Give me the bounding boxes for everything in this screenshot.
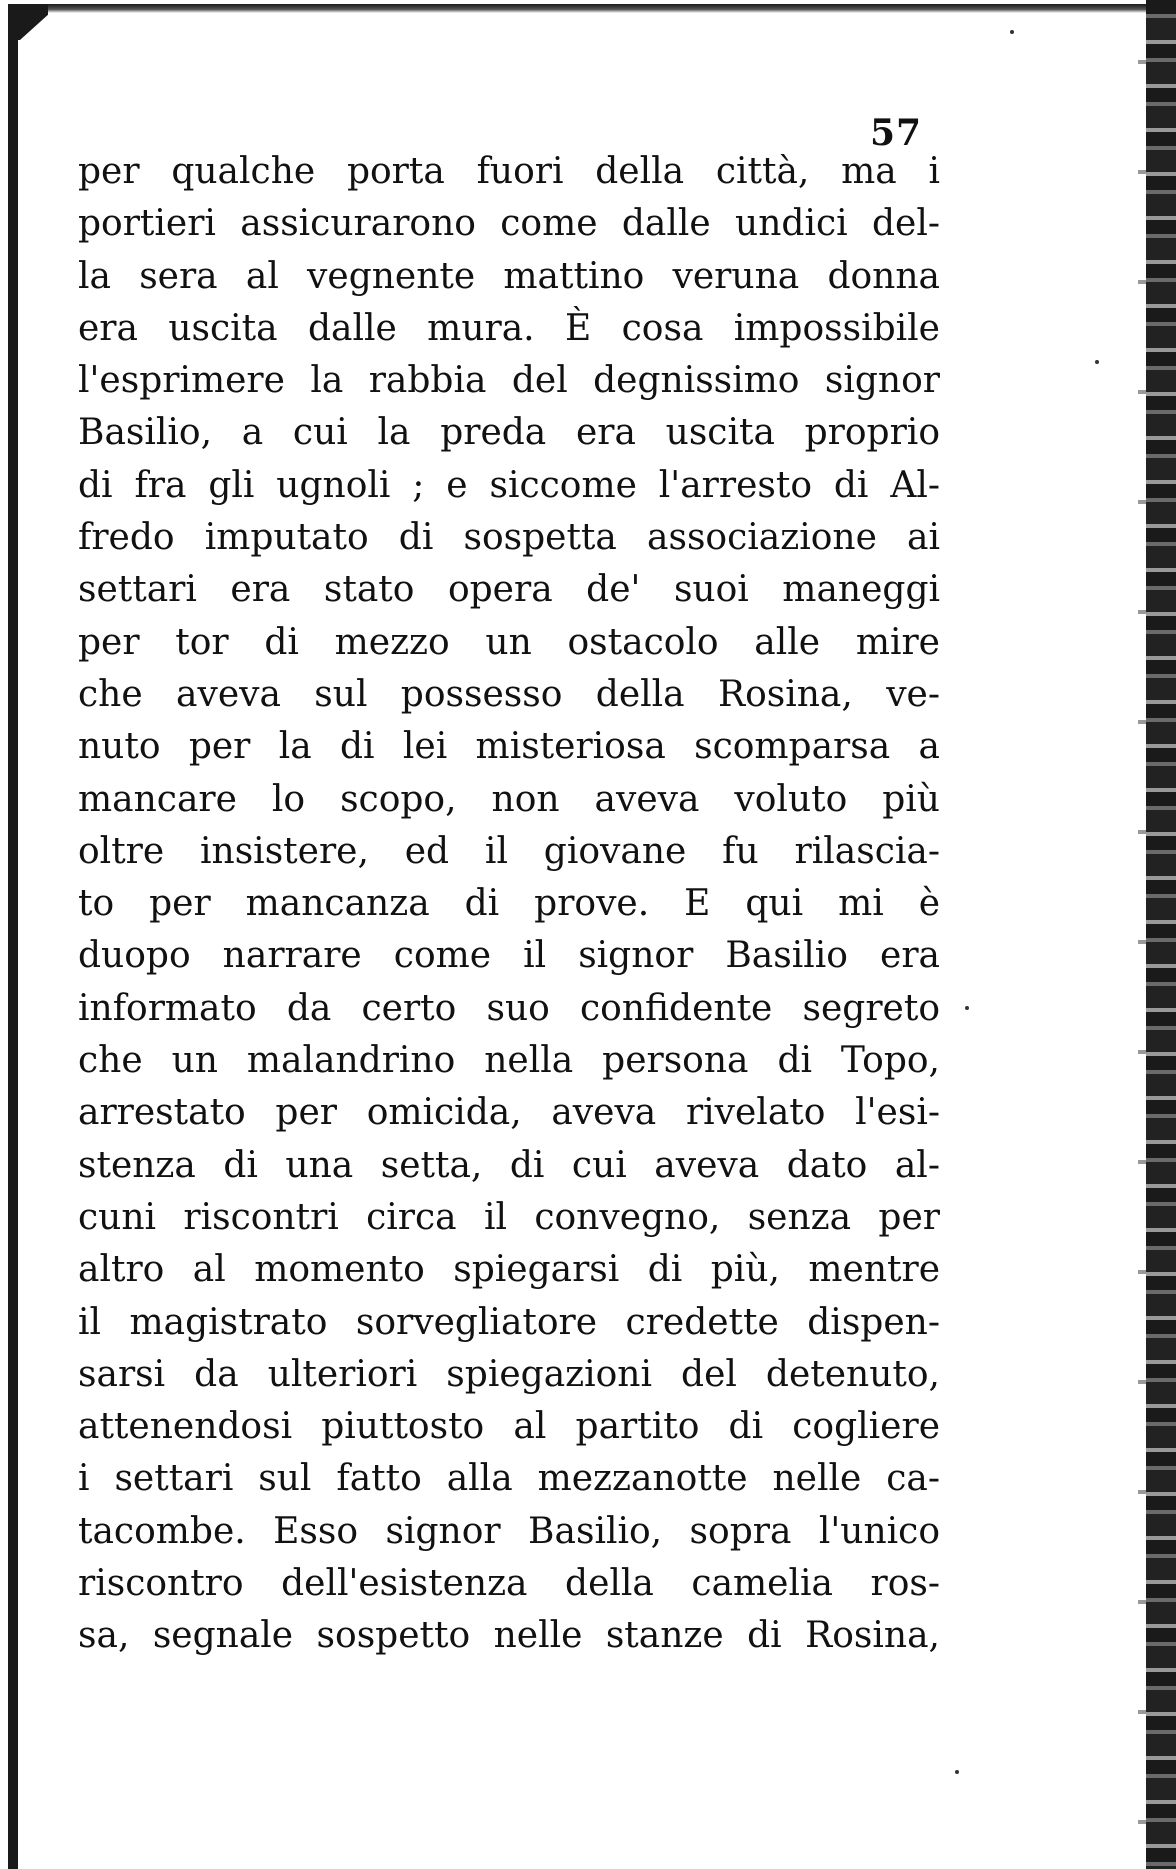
text-line: mancare lo scopo, non aveva voluto più xyxy=(78,778,940,820)
text-line: stenza di una setta, di cui aveva dato al- xyxy=(78,1144,940,1186)
text-line: arrestato per omicida, aveva rivelato l'esi- xyxy=(78,1092,940,1134)
text-line: informato da certo suo confidente segreto xyxy=(78,987,940,1029)
body-text xyxy=(78,146,940,1663)
text-line: riscontro dell'esistenza della camelia ros- xyxy=(78,1563,940,1605)
text-line: l'esprimere la rabbia del degnissimo signor xyxy=(78,360,940,402)
scan-border-right xyxy=(1146,0,1176,1869)
scan-border-top xyxy=(8,4,1148,13)
scan-border-right-shadow xyxy=(1138,0,1146,1869)
text-line: altro al momento spiegarsi di più, mentre xyxy=(78,1249,940,1291)
text-line: la sera al vegnente mattino veruna donna xyxy=(78,255,940,297)
text-line: i settari sul fatto alla mezzanotte nelle ca- xyxy=(78,1458,940,1500)
text-line: attenendosi piuttosto al partito di cogliere xyxy=(78,1406,940,1448)
text-line: settari era stato opera de' suoi maneggi xyxy=(78,569,940,611)
text-line: fredo imputato di sospetta associazione ai xyxy=(78,517,940,559)
text-line: per qualche porta fuori della città, ma i xyxy=(78,151,940,192)
scan-speck xyxy=(1010,30,1014,34)
text-line: sarsi da ulteriori spiegazioni del detenuto, xyxy=(78,1353,940,1395)
scan-speck xyxy=(1095,360,1099,364)
text-line: duopo narrare come il signor Basilio era xyxy=(78,935,940,977)
text-line: to per mancanza di prove. E qui mi è xyxy=(78,883,940,925)
text-line: era uscita dalle mura. È cosa impossibile xyxy=(78,307,940,349)
text-line: il magistrato sorvegliatore credette dispen- xyxy=(78,1301,940,1343)
text-line: Basilio, a cui la preda era uscita proprio xyxy=(78,412,940,454)
text-line: nuto per la di lei misteriosa scomparsa a xyxy=(78,726,940,768)
text-line: oltre insistere, ed il giovane fu rilascia- xyxy=(78,830,940,872)
text-line: che aveva sul possesso della Rosina, ve- xyxy=(78,673,940,715)
scan-speck xyxy=(955,1770,959,1774)
text-line: portieri assicurarono come dalle undici del- xyxy=(78,203,940,245)
text-line: che un malandrino nella persona di Topo, xyxy=(78,1040,940,1082)
text-line: tacombe. Esso signor Basilio, sopra l'unico xyxy=(78,1510,940,1552)
scan-speck xyxy=(965,1006,969,1010)
page-number: 57 xyxy=(870,112,923,154)
scan-border-left xyxy=(8,20,18,1869)
text-line: sa, segnale sospetto nelle stanze di Rosina, xyxy=(78,1615,940,1657)
text-line: cuni riscontri circa il convegno, senza per xyxy=(78,1196,940,1238)
text-line: di fra gli ugnoli ; e siccome l'arresto di Al- xyxy=(78,464,940,506)
text-line: per tor di mezzo un ostacolo alle mire xyxy=(78,621,940,663)
